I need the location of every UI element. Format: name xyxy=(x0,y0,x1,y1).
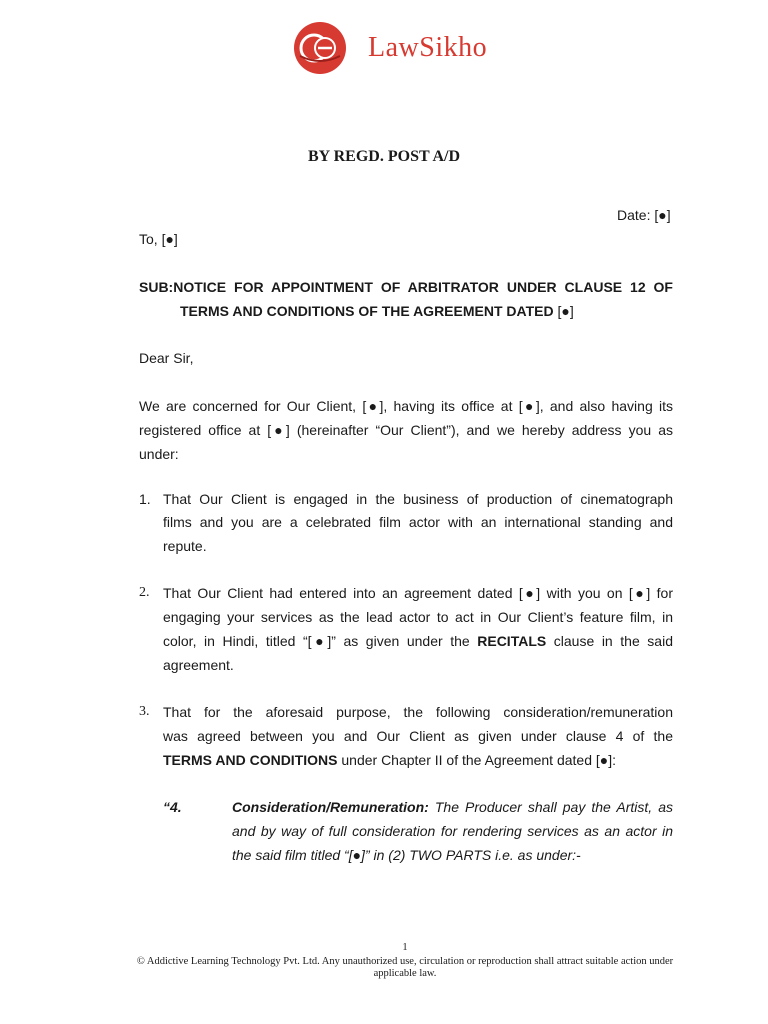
intro-line-1: We are concerned for Our Client, [●], having its office at [●], and also having its xyxy=(139,398,673,414)
copyright-line-2: applicable law. xyxy=(373,968,437,979)
date-line: Date: [●] xyxy=(617,207,671,223)
item-3-line-2: was agreed between you and Our Client as given under clause 4 of the xyxy=(163,728,673,744)
item-3-line-3-post: under Chapter II of the Agreement dated [●]: xyxy=(337,752,617,768)
quote-title: Consideration/Remuneration: xyxy=(232,799,429,815)
subject-line-2-text: TERMS AND CONDITIONS OF THE AGREEMENT DATED xyxy=(180,303,554,319)
lawsikho-logo-icon xyxy=(292,20,348,76)
subject-line-2 xyxy=(180,299,574,323)
copyright-line-1: © Addictive Learning Technology Pvt. Ltd. Any unauthorized use, circulation or reproduction shall attract suitable action under xyxy=(136,956,674,967)
to-line: To, [●] xyxy=(139,231,178,247)
quote-line-3: the said film titled “[●]” in (2) TWO PARTS i.e. as under:- xyxy=(232,847,581,863)
quote-line-2: and by way of full consideration for rendering services as an actor in xyxy=(232,823,673,839)
item-2-line-3-pre: color, in Hindi, titled “[●]” as given under the xyxy=(163,633,478,649)
page-title: BY REGD. POST A/D xyxy=(307,148,461,165)
item-2-line-2: engaging your services as the lead actor to act in Our Client’s feature film, in xyxy=(163,609,673,625)
salutation: Dear Sir, xyxy=(139,350,194,366)
page-number: 1 xyxy=(402,942,408,953)
terms-and-conditions-term: TERMS AND CONDITIONS xyxy=(163,752,338,768)
item-1-line-2: films and you are a celebrated film actor with an international standing and xyxy=(163,514,673,530)
intro-line-3: under: xyxy=(139,446,179,462)
quote-line-1-text: The Producer shall pay the Artist, as xyxy=(428,799,673,815)
item-3-line-3 xyxy=(163,748,616,772)
item-number: 3. xyxy=(139,704,150,719)
recitals-term: RECITALS xyxy=(477,633,547,649)
item-1-line-1: That Our Client is engaged in the business of production of cinematograph xyxy=(163,491,673,507)
item-3-line-1: That for the aforesaid purpose, the following consideration/remuneration xyxy=(163,704,673,720)
intro-line-2: registered office at [●] (hereinafter “Our Client”), and we hereby address you as xyxy=(139,422,673,438)
subject-line-1: SUB:NOTICE FOR APPOINTMENT OF ARBITRATOR UNDER CLAUSE 12 OF xyxy=(139,279,673,295)
item-number: 2. xyxy=(139,585,150,600)
item-number: 1. xyxy=(139,491,151,507)
item-1-line-3: repute. xyxy=(163,538,207,554)
item-2-line-3-post: clause in the said xyxy=(546,633,673,649)
item-2-line-4: agreement. xyxy=(163,657,234,673)
item-2-line-3 xyxy=(163,629,673,653)
brand-name: LawSikho xyxy=(368,32,488,63)
item-2-line-1: That Our Client had entered into an agreement dated [●] with you on [●] for xyxy=(163,585,673,601)
quote-line-1 xyxy=(232,795,673,819)
logo xyxy=(292,20,487,76)
quote-number: “4. xyxy=(163,799,182,815)
subject-line-2-bracket: [●] xyxy=(553,303,574,319)
